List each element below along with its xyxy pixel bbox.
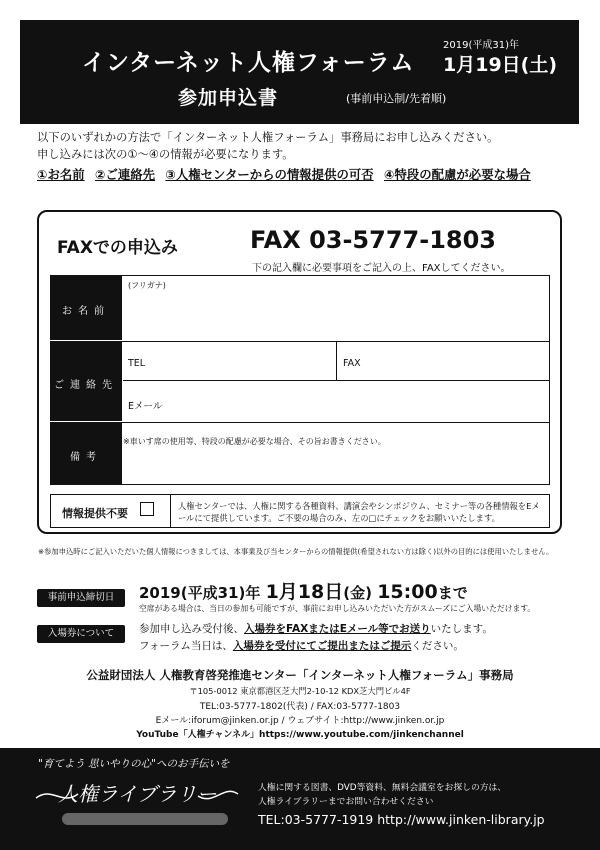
deadline-weekday: (金) bbox=[343, 584, 372, 602]
library-description: 人権に関する図書、DVD等資料、無料会議室をお探しの方は、 人権ライブラリーまでお問い合わせください bbox=[258, 783, 507, 807]
ticket-tag: 入場券について bbox=[37, 625, 125, 643]
deadline-date bbox=[139, 577, 468, 604]
fax-instruction: 下の記入欄に必要事項をご記入の上、FAXしてください。 bbox=[252, 263, 511, 274]
organizer-address: 〒105-0012 東京都港区芝大門2-10-12 KDX芝大門ビル4F bbox=[189, 686, 411, 696]
intro-line-2: 申し込みには次の①〜④の情報が必要になります。 bbox=[37, 148, 294, 161]
row-divider bbox=[51, 422, 549, 423]
remarks-field[interactable] bbox=[123, 447, 548, 483]
optout-divider bbox=[170, 494, 171, 528]
fax-heading: FAXでの申込み bbox=[57, 238, 178, 258]
event-title: インターネット人権フォーラム bbox=[82, 50, 415, 76]
fax-field-label: FAX bbox=[343, 358, 361, 369]
email-label: Eメール bbox=[128, 401, 163, 412]
footer-banner bbox=[0, 748, 600, 850]
remarks-note: ※車いす席の使用等、特段の配慮が必要な場合、その旨お書きください。 bbox=[123, 437, 386, 446]
form-label-column bbox=[50, 275, 122, 485]
event-year: 2019(平成31)年 bbox=[443, 40, 519, 51]
library-contact[interactable]: TEL:03-5777-1919 http://www.jinken-library.jp bbox=[258, 812, 545, 827]
item-info-consent: ③人権センターからの情報提供の可否 bbox=[165, 167, 374, 182]
deadline-tag: 事前申込締切日 bbox=[37, 589, 125, 607]
optout-checkbox[interactable] bbox=[140, 502, 154, 516]
intro-line-1: 以下のいずれかの方法で「インターネット人権フォーラム」事務局にお申し込みください。 bbox=[37, 131, 499, 144]
event-date: 1月19日(土) bbox=[443, 54, 558, 76]
ticket-line-2: フォーラム当日は、入場券を受付にてご提出またはご提示ください。 bbox=[139, 640, 464, 652]
email-field[interactable] bbox=[123, 380, 548, 420]
organizer-youtube[interactable]: YouTube「人権チャンネル」https://www.youtube.com/jinkenchannel bbox=[136, 730, 464, 740]
library-slogan: "育てよう 思いやりの心"へのお手伝いを bbox=[38, 758, 230, 770]
form-title: 参加申込書 bbox=[178, 87, 279, 109]
organizer-tel: TEL:03-5777-1802(代表) / FAX:03-5777-1803 bbox=[199, 702, 401, 712]
required-items bbox=[37, 165, 537, 183]
name-label: お名前 bbox=[62, 306, 110, 317]
tel-label: TEL bbox=[128, 358, 146, 369]
item-name: ①お名前 bbox=[37, 167, 85, 182]
fax-number: FAX 03-5777-1803 bbox=[250, 226, 496, 254]
furigana-hint: (フリガナ) bbox=[128, 281, 166, 290]
deadline-year: 2019(平成31)年 bbox=[139, 584, 261, 602]
name-field[interactable] bbox=[123, 291, 548, 339]
organizer-name: 公益財団法人 人権教育啓発推進センター「インターネット人権フォーラム」事務局 bbox=[86, 668, 514, 682]
ticket-line-1: 参加申し込み受付後、入場券をFAXまたはEメール等でお送りいたします。 bbox=[139, 623, 493, 635]
organizer-web[interactable]: Eメール:iforum@jinken.or.jp / ウェブサイト:http://www.jinken.or.jp bbox=[155, 716, 445, 726]
form-subnote: (事前申込制/先着順) bbox=[346, 92, 447, 105]
contact-label: ご連絡先 bbox=[54, 380, 118, 391]
optout-description: 人権センターでは、人権に関する各種資料、講演会やシンポジウム、セミナー等の各種情報をEメールにて提供しています。ご不要の場合のみ、左の□にチェックをお願いいたします。 bbox=[178, 501, 540, 523]
deadline-time: 15:00 bbox=[377, 581, 438, 603]
library-logo: 人権ライブラリー bbox=[58, 782, 217, 806]
remarks-label: 備考 bbox=[70, 452, 102, 463]
deadline-day: 1月18日 bbox=[265, 581, 344, 603]
header-banner bbox=[20, 20, 579, 124]
library-logo-underbar bbox=[62, 813, 228, 825]
optout-label: 情報提供不要 bbox=[62, 507, 128, 520]
privacy-note: ※参加申込時にご記入いただいた個人情報につきましては、本事業及び当センターからの情報提供(希望されない方は除く)以外の目的には使用いたしません。 bbox=[38, 547, 554, 556]
item-special-care: ④特段の配慮が必要な場合 bbox=[383, 167, 531, 182]
item-contact: ②ご連絡先 bbox=[95, 167, 156, 182]
tel-field[interactable] bbox=[123, 341, 335, 379]
deadline-note: 空席がある場合は、当日の参加も可能ですが、事前にお申し込みいただいた方がスムーズにご入場いただけます。 bbox=[139, 604, 536, 613]
deadline-until: まで bbox=[437, 584, 468, 602]
fax-field[interactable] bbox=[336, 341, 548, 379]
